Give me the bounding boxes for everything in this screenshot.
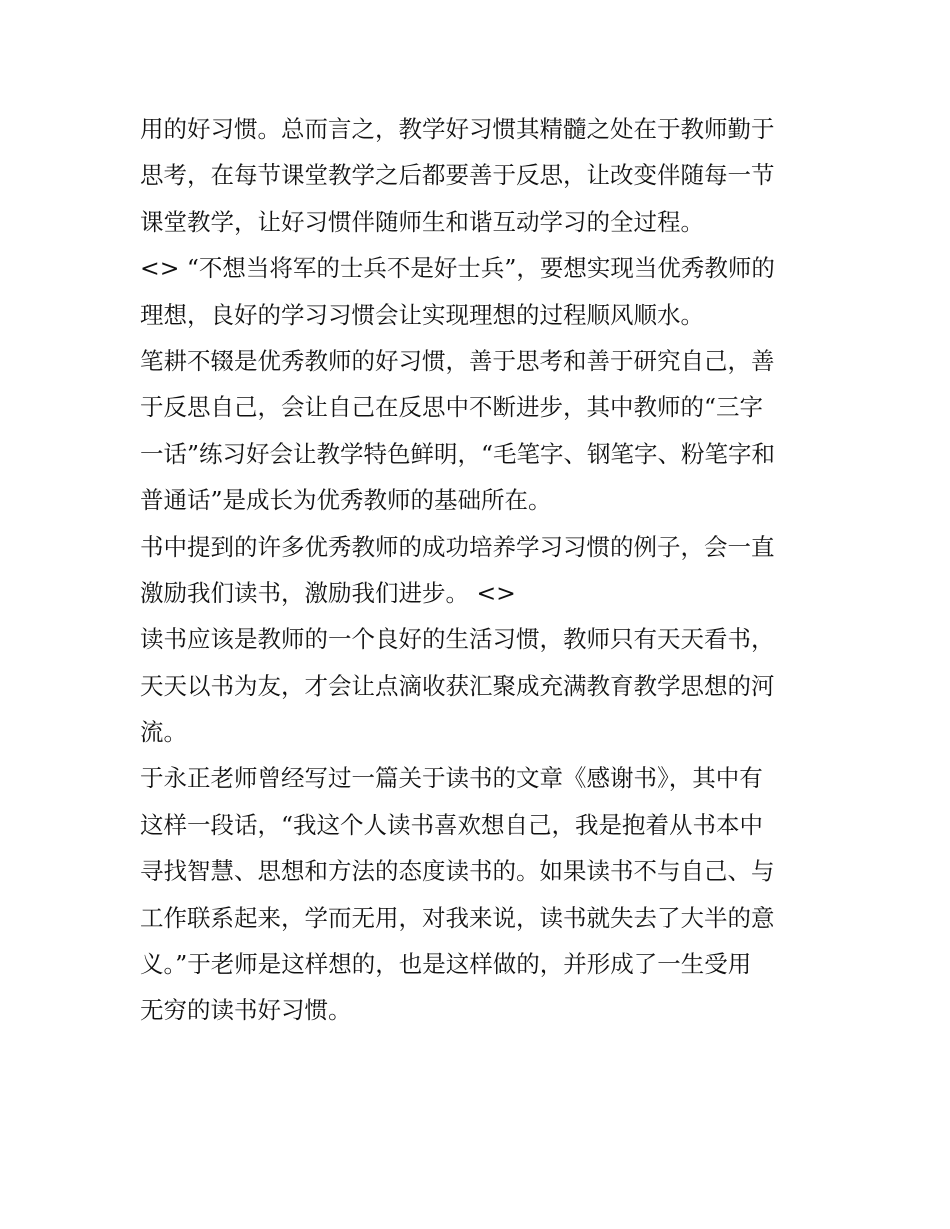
text-line: 义。”于老师是这样想的，也是这样做的，并形成了一生受用: [140, 950, 752, 979]
text-line: 思考，在每节课堂教学之后都要善于反思，让改变伴随每一节: [140, 161, 775, 190]
text-line: 理想，良好的学习习惯会让实现理想的过程顺风顺水。: [140, 300, 704, 329]
text-line: 读书应该是教师的一个良好的生活习惯，教师只有天天看书，: [140, 625, 775, 654]
text-line: 普通话”是成长为优秀教师的基础所在。: [140, 486, 552, 515]
text-line: 用的好习惯。总而言之，教学好习惯其精髓之处在于教师勤于: [140, 115, 775, 143]
text-line: <> “不想当将军的士兵不是好士兵”，要想实现当优秀教师的: [140, 254, 775, 283]
text-line: 一话”练习好会让教学特色鲜明，“毛笔字、钢笔字、粉笔字和: [140, 439, 776, 468]
text-line: 寻找智慧、思想和方法的态度读书的。如果读书不与自己、与: [140, 857, 775, 886]
text-line: 课堂教学，让好习惯伴随师生和谐互动学习的全过程。: [140, 207, 704, 236]
text-line: 激励我们读书，激励我们进步。 <>: [140, 578, 516, 607]
text-line: 于永正老师曾经写过一篇关于读书的文章《感谢书》，其中有: [140, 764, 763, 793]
text-line: 于反思自己，会让自己在反思中不断进步，其中教师的“三字: [140, 393, 764, 422]
text-line: 这样一段话，“我这个人读书喜欢想自己，我是抱着从书本中: [140, 810, 764, 839]
text-line: 流。: [140, 718, 187, 747]
text-line: 天天以书为友，才会让点滴收获汇聚成充满教育教学思想的河: [140, 671, 775, 700]
document-body: [140, 106, 820, 1034]
text-line: 书中提到的许多优秀教师的成功培养学习习惯的例子，会一直: [140, 532, 775, 561]
text-line: 笔耕不辍是优秀教师的好习惯，善于思考和善于研究自己，善: [140, 346, 775, 375]
text-line: 工作联系起来，学而无用，对我来说，读书就失去了大半的意: [140, 903, 775, 932]
text-line: 无穷的读书好习惯。: [140, 996, 352, 1025]
